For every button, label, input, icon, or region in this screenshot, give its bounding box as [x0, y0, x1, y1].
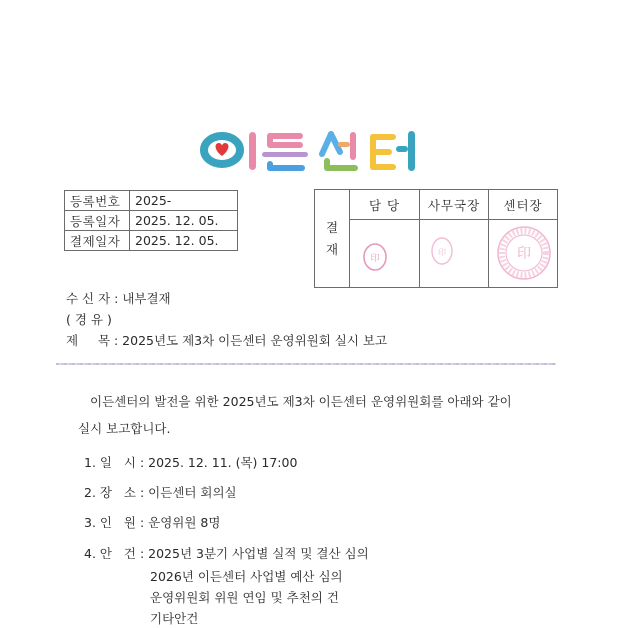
registration-number-label: 등록번호: [65, 191, 130, 211]
registration-number-value: 2025-: [130, 191, 238, 211]
intro-paragraph-line-1: 이든센터의 발전을 위한 2025년도 제3차 이든센터 운영위원회를 아래와 같이: [90, 394, 512, 409]
approval-date-value: 2025. 12. 05.: [130, 231, 238, 251]
recipient-line: 수 신 자 : 내부결재: [66, 291, 171, 306]
approver-header-staff: 담 당: [350, 190, 420, 220]
signature-cell-staff: [350, 220, 420, 288]
agenda-sub-item: 운영위원회 위원 연임 및 추천의 건: [150, 590, 339, 605]
seal-stamp-icon: [362, 242, 388, 272]
agenda-sub-item: 기타안건: [150, 611, 199, 626]
table-row: [65, 191, 238, 211]
registration-date-label: 등록일자: [65, 211, 130, 231]
approval-table: [314, 189, 558, 288]
list-item-location: 2. 장 소 : 이든센터 회의실: [84, 485, 237, 500]
subject-line: 제 목 : 2025년도 제3차 이든센터 운영위원회 실시 보고: [66, 333, 388, 348]
signature-cell-secretary-general: [420, 220, 489, 288]
table-row: [65, 211, 238, 231]
list-item-datetime: 1. 일 시 : 2025. 12. 11. (목) 17:00: [84, 455, 298, 470]
list-item-attendees: 3. 인 원 : 운영위원 8명: [84, 515, 221, 530]
heart-icon: [216, 143, 229, 156]
registration-date-value: 2025. 12. 05.: [130, 211, 238, 231]
center-logo: [200, 128, 420, 174]
via-line: ( 경 유 ): [66, 312, 112, 327]
approver-header-secretary-general: 사무국장: [420, 190, 489, 220]
section-divider: [56, 363, 556, 365]
intro-paragraph-line-2: 실시 보고합니다.: [78, 421, 171, 436]
registration-table: [64, 190, 238, 251]
svg-text:印: 印: [370, 254, 380, 264]
approval-side-char-2: 재: [325, 241, 339, 257]
official-seal-icon: [496, 225, 552, 281]
svg-text:印: 印: [438, 248, 446, 257]
approval-date-label: 결제일자: [65, 231, 130, 251]
signature-cell-center-director: [489, 220, 558, 288]
agenda-sub-item: 2026년 이든센터 사업별 예산 심의: [150, 569, 343, 584]
logo-graphic: [200, 128, 420, 174]
table-row: [65, 231, 238, 251]
list-item-agenda: 4. 안 건 : 2025년 3분기 사업별 실적 및 결산 심의: [84, 546, 369, 561]
approver-header-center-director: 센터장: [489, 190, 558, 220]
seal-stamp-icon: [430, 236, 454, 266]
approval-side-label: [315, 190, 350, 288]
svg-text:印: 印: [517, 246, 531, 262]
approval-side-char-1: 결: [325, 219, 339, 235]
